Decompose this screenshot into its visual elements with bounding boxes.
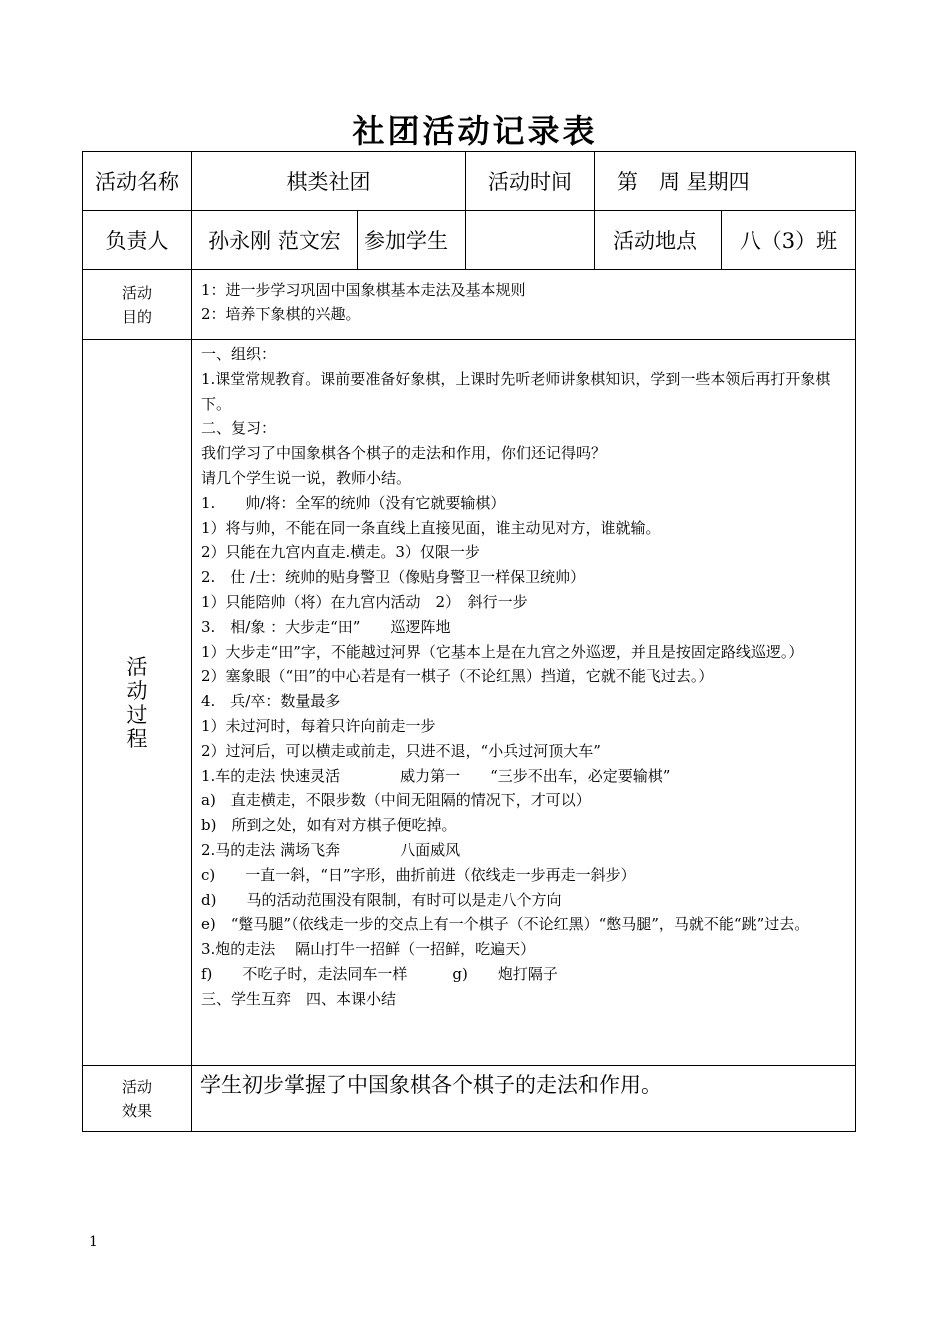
process-line: 一、组织： (201, 345, 277, 363)
process-line: 1.车的走法 快速灵活 威力第一 “三步不出车，必定要输棋” (201, 766, 671, 785)
students-value (466, 211, 595, 270)
leader-label: 负责人 (83, 211, 192, 270)
table-row-process (83, 340, 856, 1066)
activity-time-value: 第 周 星期四 (595, 152, 856, 211)
process-content (192, 340, 856, 1066)
process-line: 4. 兵/卒：数量最多 (201, 692, 341, 711)
activity-record-table (82, 151, 856, 1132)
purpose-content (192, 270, 856, 340)
process-line: 1）大步走“田”字，不能越过河界（它基本上是在九宫之外巡逻，并且是按固定路线巡逻。） (201, 642, 804, 661)
process-label-char: 过 (126, 702, 148, 727)
process-line: 请几个学生说一说，教师小结。 (201, 468, 412, 487)
purpose-label (83, 270, 192, 340)
process-line: 2. 仕 /士：统帅的贴身警卫（像贴身警卫一样保卫统帅） (201, 568, 586, 587)
table-row-leader-place (83, 211, 856, 270)
effect-label (83, 1066, 192, 1132)
process-line: 2）过河后，可以横走或前走，只进不退，“小兵过河顶大车” (201, 741, 601, 760)
process-line: 三、学生互弈 四、本课小结 (201, 989, 397, 1008)
process-line: 二、复习： (201, 419, 277, 438)
process-line: 1）将与帅，不能在同一条直线上直接见面，谁主动见对方，谁就输。 (201, 518, 661, 537)
purpose-label-line2: 目的 (121, 307, 152, 326)
process-line: 3.炮的走法 隔山打牛一招鲜（一招鲜，吃遍天） (201, 940, 536, 959)
purpose-label-line1: 活动 (121, 283, 152, 302)
process-line: 2）塞象眼（“田”的中心若是有一棋子（不论红黑）挡道，它就不能飞过去。） (201, 667, 714, 686)
process-line: 1）未过河时，每着只许向前走一步 (201, 716, 436, 735)
table-row-purpose (83, 270, 856, 340)
students-label: 参加学生 (358, 211, 466, 270)
process-line: 3. 相/象 ：大步走“田” 巡逻阵地 (201, 617, 451, 636)
process-label (83, 340, 192, 1066)
process-line: 1. 帅/将：全军的统帅（没有它就要输棋） (201, 493, 506, 512)
activity-name-label: 活动名称 (83, 152, 192, 211)
place-label: 活动地点 (595, 211, 722, 270)
process-line: 1.课堂常规教育。课前要准备好象棋，上课时先听老师讲象棋知识，学到一些本领后再打开象棋下。 (201, 369, 831, 413)
process-label-char: 动 (126, 678, 148, 703)
process-line: 2.马的走法 满场飞奔 八面威风 (201, 840, 461, 859)
process-line: a) 直走横走，不限步数（中间无阻隔的情况下，才可以） (201, 791, 591, 810)
process-line: 2）只能在九宫内直走.横走。3）仅限一步 (201, 543, 480, 562)
effect-content: 学生初步掌握了中国象棋各个棋子的走法和作用。 (192, 1066, 856, 1132)
process-line: 我们学习了中国象棋各个棋子的走法和作用，你们还记得吗？ (201, 444, 607, 463)
page-number: 1 (89, 1234, 98, 1250)
document-title: 社团活动记录表 (352, 112, 598, 150)
effect-label-line2: 效果 (121, 1101, 152, 1120)
process-line: b) 所到之处，如有对方棋子便吃掉。 (201, 816, 457, 835)
process-line: 1）只能陪帅（将）在九宫内活动 2） 斜行一步 (201, 592, 528, 611)
place-value: 八（3）班 (722, 211, 856, 270)
purpose-line: 2：培养下象棋的兴趣。 (201, 305, 361, 323)
process-line: d) 马的活动范围没有限制，有时可以是走八个方向 (201, 890, 562, 909)
process-label-char: 活 (126, 654, 148, 679)
activity-name-value: 棋类社团 (192, 152, 466, 211)
process-line: f) 不吃子时，走法同车一样 g) 炮打隔子 (201, 964, 558, 983)
process-label-char: 程 (126, 726, 148, 751)
activity-time-label: 活动时间 (466, 152, 595, 211)
process-line: e) “蹩马腿”（依线走一步的交点上有一个棋子（不论红黑）“憋马腿”，马就不能“跳”过去。 (201, 915, 810, 934)
table-row-name-time (83, 152, 856, 211)
purpose-line: 1：进一步学习巩固中国象棋基本走法及基本规则 (201, 281, 526, 299)
leader-value: 孙永刚 范文宏 (192, 211, 358, 270)
table-row-effect (83, 1066, 856, 1132)
effect-label-line1: 活动 (121, 1077, 152, 1096)
process-line: c) 一直一斜，“日”字形，曲折前进（依线走一步再走一斜步） (201, 865, 636, 884)
